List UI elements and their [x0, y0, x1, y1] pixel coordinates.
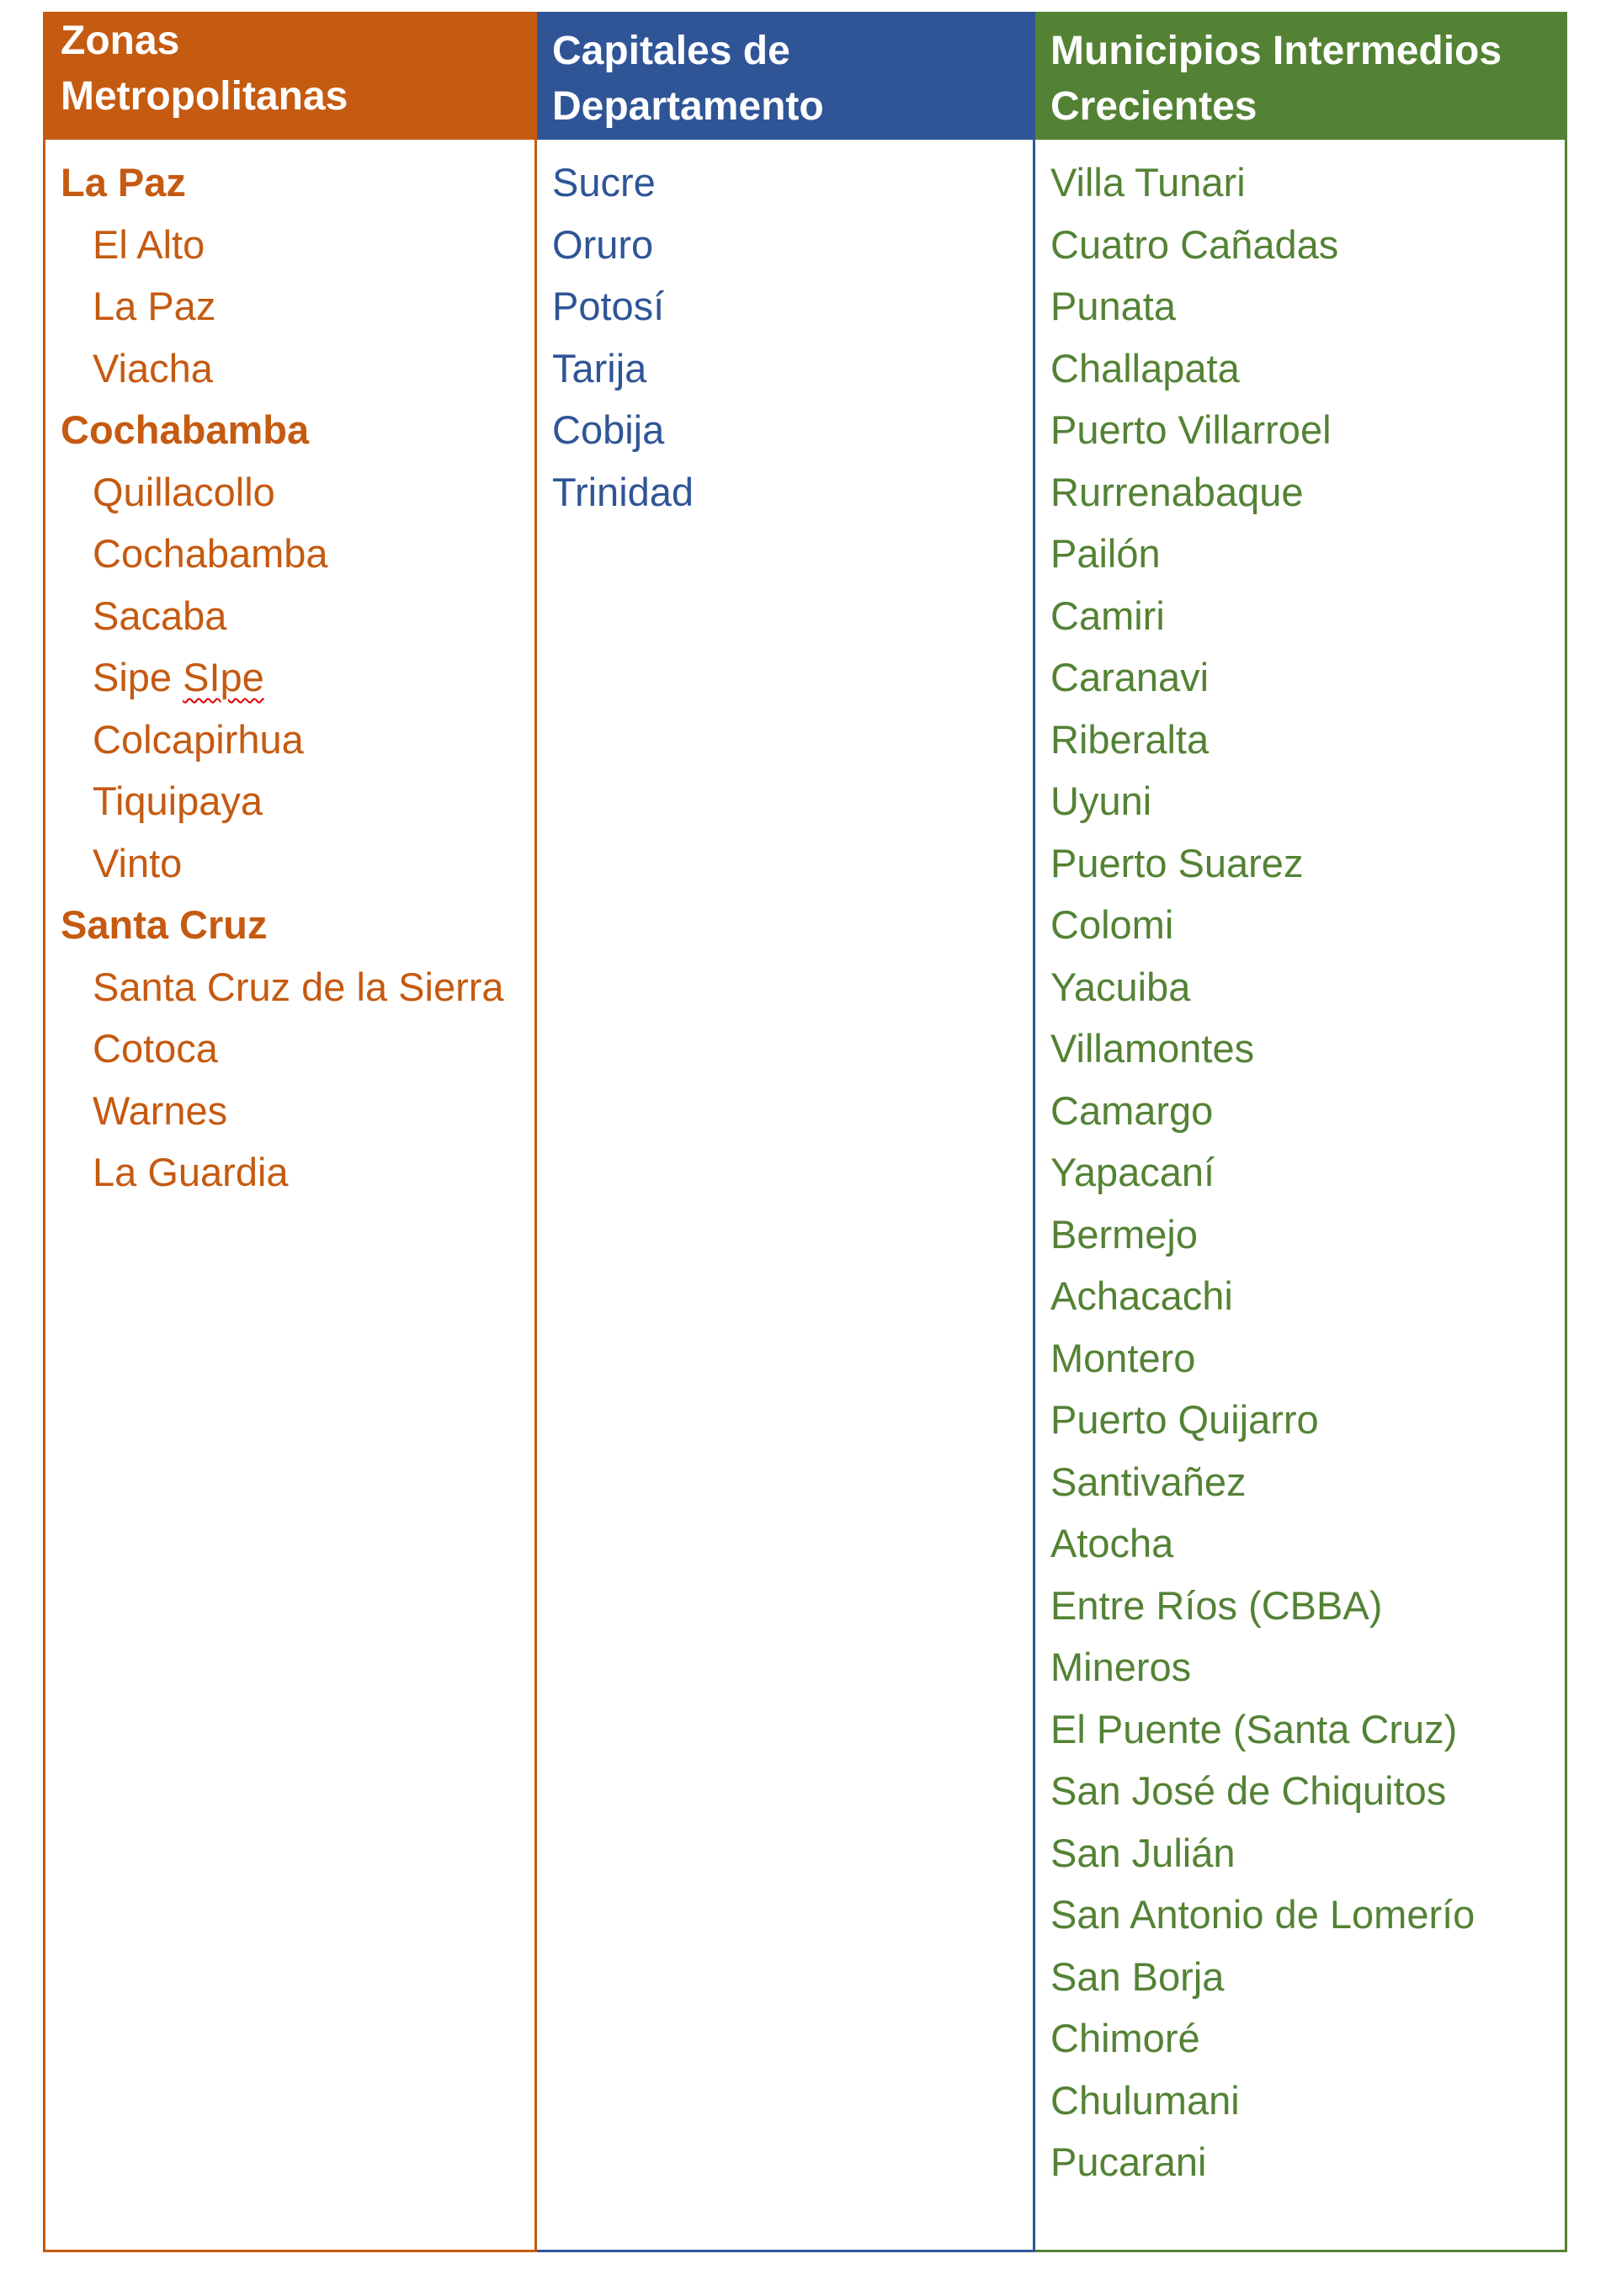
item-text: Sucre: [552, 160, 656, 205]
list-item: [1035, 1204, 1565, 1266]
list-item: [1035, 1760, 1565, 1822]
item-text: San José de Chiquitos: [1050, 1768, 1447, 1813]
item-text: Puerto Suarez: [1050, 840, 1304, 885]
list: [537, 140, 1033, 523]
column-header: [537, 12, 1033, 140]
list-item: [1035, 1698, 1565, 1761]
item-text: La Paz: [61, 160, 186, 205]
header-line: Metropolitanas: [61, 74, 348, 119]
item-text: El Puente (Santa Cruz): [1050, 1706, 1458, 1751]
list-item: [45, 523, 534, 585]
list-item: [45, 585, 534, 647]
list-item: [1035, 1946, 1565, 2008]
item-text: San Borja: [1050, 1953, 1225, 1999]
item-text: Challapata: [1050, 345, 1240, 391]
list-item: [537, 214, 1033, 276]
item-text: Viacha: [93, 345, 213, 391]
list-item: [1035, 461, 1565, 524]
list-item: [537, 399, 1033, 461]
item-text: Villamontes: [1050, 1026, 1255, 1071]
item-text: Villa Tunari: [1050, 160, 1246, 205]
list-item: [1035, 1451, 1565, 1513]
list-item: [1035, 337, 1565, 400]
list-item: [1035, 1822, 1565, 1884]
list-item: [1035, 894, 1565, 956]
list-item: [1035, 832, 1565, 895]
group-heading: [45, 399, 534, 461]
item-text: Puerto Villarroel: [1050, 407, 1332, 452]
list-item: [45, 1018, 534, 1080]
header-line: Zonas: [61, 19, 180, 63]
municipalities-table: [43, 12, 1567, 2252]
list-item: [1035, 956, 1565, 1018]
list-item: [537, 337, 1033, 400]
group-heading: [45, 151, 534, 214]
list: [45, 140, 534, 1204]
list-item: [1035, 1575, 1565, 1637]
item-text: Pailón: [1050, 531, 1161, 576]
list-item: [45, 275, 534, 337]
item-text: Santivañez: [1050, 1459, 1247, 1504]
list-item: [1035, 770, 1565, 832]
item-text: Entre Ríos (CBBA): [1050, 1582, 1383, 1628]
list-item: [537, 275, 1033, 337]
item-text: Warnes: [93, 1087, 228, 1133]
item-text: El Alto: [93, 221, 205, 267]
item-text: Achacachi: [1050, 1273, 1233, 1318]
list-item: [1035, 646, 1565, 709]
group-heading: [45, 894, 534, 956]
list: [1035, 140, 1565, 2193]
list-item: [45, 709, 534, 771]
list-item: [1035, 151, 1565, 214]
list-item: [1035, 1884, 1565, 1946]
item-text: Quillacollo: [93, 469, 275, 514]
item-text: Rurrenabaque: [1050, 469, 1304, 514]
item-text: Tarija: [552, 345, 647, 391]
list-item: [537, 461, 1033, 524]
column-municipios-intermedios-crecientes: [1035, 12, 1567, 2252]
item-text: Tiquipaya: [93, 779, 263, 823]
item-text: Colcapirhua: [93, 716, 304, 762]
list-item: [1035, 1080, 1565, 1142]
item-text: Punata: [1050, 284, 1176, 328]
item-text: Camargo: [1050, 1087, 1214, 1133]
list-item: [1035, 1327, 1565, 1390]
item-text: San Antonio de Lomerío: [1050, 1892, 1475, 1937]
list-item: [45, 956, 534, 1018]
item-text: La Paz: [93, 284, 216, 328]
item-text: Sipe: [93, 655, 183, 699]
list-item: [537, 151, 1033, 214]
column-zonas-metropolitanas: [43, 12, 537, 2252]
list-item: [45, 1080, 534, 1142]
list-item: [1035, 275, 1565, 337]
header-line: Capitales de: [552, 29, 790, 73]
list-item: [1035, 1389, 1565, 1451]
item-text: Potosí: [552, 284, 665, 328]
list-item: [1035, 2070, 1565, 2132]
list-item: [1035, 1265, 1565, 1327]
item-text: Uyuni: [1050, 779, 1152, 823]
list-item: [1035, 709, 1565, 771]
header-line: Crecientes: [1050, 84, 1257, 129]
item-text: Sacaba: [93, 593, 227, 638]
list-item: [45, 646, 534, 709]
list-item: [1035, 1636, 1565, 1698]
item-text: Montero: [1050, 1335, 1196, 1380]
item-text: Cobija: [552, 407, 665, 452]
list-item: [45, 337, 534, 400]
list-item: [1035, 2131, 1565, 2193]
list-item: [1035, 399, 1565, 461]
list-item: [1035, 2007, 1565, 2070]
item-text: Trinidad: [552, 469, 694, 514]
item-text: Mineros: [1050, 1645, 1192, 1689]
item-text: Cotoca: [93, 1026, 218, 1071]
list-item: [45, 1141, 534, 1204]
list-item: [1035, 523, 1565, 585]
list-item: [1035, 1018, 1565, 1080]
list-item: [1035, 1141, 1565, 1204]
item-text: Camiri: [1050, 593, 1165, 638]
item-text: Oruro: [552, 221, 654, 267]
list-item: [1035, 585, 1565, 647]
item-text: Cochabamba: [61, 407, 310, 452]
item-text: Chimoré: [1050, 2016, 1200, 2060]
item-text: San Julián: [1050, 1830, 1236, 1875]
column-capitales-de-departamento: [537, 12, 1035, 2252]
item-text: Cochabamba: [93, 531, 328, 576]
item-text: Santa Cruz: [61, 902, 268, 947]
header-line: Municipios Intermedios: [1050, 29, 1502, 73]
item-text: Yapacaní: [1050, 1150, 1215, 1194]
item-text: Atocha: [1050, 1521, 1174, 1565]
list-item: [1035, 214, 1565, 276]
item-text: Vinto: [93, 840, 183, 885]
list-item: [45, 770, 534, 832]
item-text: Yacuiba: [1050, 964, 1191, 1009]
column-header: [45, 12, 534, 140]
item-text: Pucarani: [1050, 2139, 1207, 2184]
header-line: Departamento: [552, 84, 824, 129]
column-header: [1035, 12, 1565, 140]
item-text: Chulumani: [1050, 2077, 1240, 2123]
item-text: Caranavi: [1050, 655, 1210, 699]
item-text: La Guardia: [93, 1150, 289, 1194]
item-text: Cuatro Cañadas: [1050, 221, 1339, 267]
item-text: Colomi: [1050, 902, 1174, 947]
item-text: Santa Cruz de la Sierra: [93, 964, 504, 1009]
item-text: Bermejo: [1050, 1211, 1199, 1257]
list-item: [1035, 1512, 1565, 1575]
list-item: [45, 214, 534, 276]
list-item: [45, 461, 534, 524]
item-text: Riberalta: [1050, 716, 1210, 762]
spellcheck-flagged-text: SIpe: [183, 655, 264, 699]
item-text: Puerto Quijarro: [1050, 1397, 1319, 1442]
list-item: [45, 832, 534, 895]
